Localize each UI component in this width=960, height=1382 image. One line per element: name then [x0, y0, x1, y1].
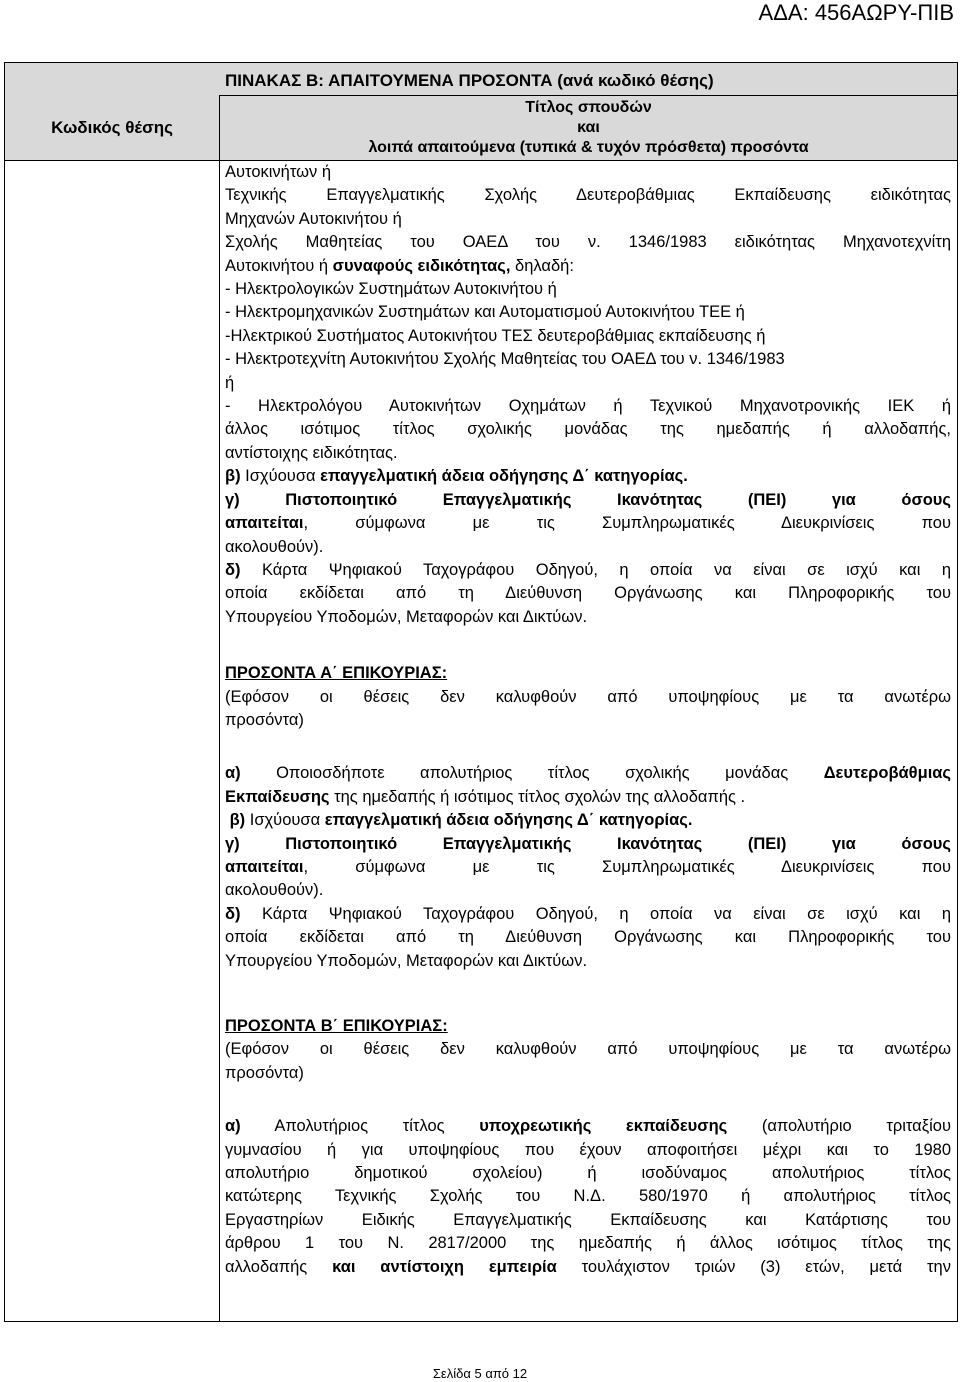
label: α)	[225, 764, 241, 783]
main-line: - Ηλεκτρομηχανικών Συστημάτων και Αυτοματισμού Αυτοκινήτου ΤΕΕ ή	[225, 303, 745, 322]
code-cell	[5, 161, 220, 1322]
requirements-table	[4, 62, 958, 1322]
main-b-line	[225, 465, 951, 488]
text: Κάρτα Ψηφιακού Ταχογράφου Οδηγού, η οποία να είναι σε ισχύ και η	[240, 560, 951, 579]
text: της ημεδαπής ή ισότιμος τίτλος σχολών της αλλοδαπής .	[329, 787, 746, 806]
label: δ)	[225, 560, 241, 579]
main-g-line: ακολουθούν).	[225, 537, 324, 556]
main-d-line: οποία εκδίδεται από τη Διεύθυνση Οργάνωσης και Πληροφορικής του	[225, 584, 951, 603]
text: Κάρτα Ψηφιακού Ταχογράφου Οδηγού, η οποία να είναι σε ισχύ και η	[240, 904, 951, 923]
text: , σύμφωνα με τις Συμπληρωματικές Διευκρινίσεις που	[303, 857, 951, 876]
section-b-line: κατώτερης Τεχνικής Σχολής του Ν.Δ. 580/1970 ή απολυτήριος τίτλος	[225, 1187, 951, 1206]
table-title-row	[5, 63, 958, 96]
bold-text: Δευτεροβάθμιας	[823, 764, 951, 783]
section-b-line	[225, 1115, 951, 1138]
section-a-g-line: ακολουθούν).	[225, 881, 324, 900]
section-a-d-line: οποία εκδίδεται από τη Διεύθυνση Οργάνωσης και Πληροφορικής του	[225, 928, 951, 947]
ada-code: ΑΔΑ: 456ΑΩΡΥ-ΠΙΒ	[758, 0, 954, 25]
bold-text: υποχρεωτικής εκπαίδευσης	[479, 1117, 728, 1136]
section-b-line: Εργαστηρίων Ειδικής Επαγγελματικής Εκπαίδευσης και Κατάρτισης του	[225, 1210, 951, 1229]
bold-text: επαγγελματική άδεια οδήγησης Δ΄ κατηγορίας.	[320, 467, 688, 486]
section-b-line	[225, 1256, 951, 1279]
requirements-cell	[220, 161, 958, 1322]
section-b-line: γυμνασίου ή για υποψηφίους που έχουν αποφοιτήσει μέχρι και το 1980	[225, 1140, 951, 1159]
main-line: Σχολής Μαθητείας του ΟΑΕΔ του ν. 1346/1983 ειδικότητας Μηχανοτεχνίτη	[225, 233, 951, 252]
main-g-line	[225, 489, 951, 512]
text: αλλοδαπής	[225, 1257, 333, 1276]
section-a-sub: προσόντα)	[225, 710, 304, 729]
main-line: ή	[225, 373, 235, 392]
bold-text: Εκπαίδευσης	[225, 787, 330, 806]
main-line: Τεχνικής Επαγγελματικής Σχολής Δευτεροβάθμιας Εκπαίδευσης ειδικότητας	[225, 186, 951, 205]
section-a-heading: ΠΡΟΣΟΝΤΑ Α΄ ΕΠΙΚΟΥΡΙΑΣ:	[225, 664, 448, 683]
main-line: αντίστοιχης ειδικότητας.	[225, 443, 398, 462]
page-footer: Σελίδα 5 από 12	[432, 1366, 528, 1381]
main-line: Αυτοκινήτων ή	[225, 163, 332, 181]
section-b-heading: ΠΡΟΣΟΝΤΑ Β΄ ΕΠΙΚΟΥΡΙΑΣ:	[225, 1017, 448, 1035]
text: Ισχύουσα	[240, 467, 321, 486]
bold-text: συναφούς ειδικότητας,	[332, 256, 511, 275]
column-header-title-line1: Τίτλος σπουδών	[525, 99, 652, 116]
column-header-code: Κωδικός θέσης	[5, 96, 220, 161]
main-line	[225, 255, 951, 278]
column-header-title	[220, 96, 958, 161]
section-a-g-line	[225, 856, 951, 879]
section-b-sub: προσόντα)	[225, 1063, 304, 1082]
main-line: -Ηλεκτρικού Συστήματος Αυτοκινήτου ΤΕΣ δευτεροβάθμιας εκπαίδευσης ή	[225, 326, 766, 345]
section-b-line: άρθρου 1 του Ν. 2817/2000 της ημεδαπής ή άλλος ισότιμος τίτλος της	[225, 1234, 951, 1253]
label: β)	[229, 811, 246, 830]
column-header-title-line2: και	[577, 119, 600, 136]
column-header-title-line3: λοιπά απαιτούμενα (τυπικά & τυχόν πρόσθετα) προσόντα	[368, 139, 809, 156]
text: Απολυτήριος τίτλος	[240, 1117, 480, 1136]
section-a-g-line	[225, 833, 951, 856]
section-b-sub: (Εφόσον οι θέσεις δεν καλυφθούν από υποψηφίους με τα ανωτέρω	[225, 1040, 951, 1059]
bold-text: γ) Πιστοποιητικό Επαγγελματικής Ικανότητας (ΠΕΙ) για όσους	[225, 490, 951, 509]
section-b-line: απολυτήριο δημοτικού σχολείου) ή ισοδύναμος απολυτήριος τίτλος	[225, 1164, 951, 1183]
bold-text: και αντίστοιχη εμπειρία	[332, 1257, 557, 1276]
section-a-line	[225, 786, 951, 809]
text: (απολυτήριο τριταξίου	[727, 1117, 951, 1136]
main-line: άλλος ισότιμος τίτλος σχολικής μονάδας της ημεδαπής ή αλλοδαπής,	[225, 420, 951, 439]
section-a-d-line	[225, 903, 951, 926]
text: , σύμφωνα με τις Συμπληρωματικές Διευκρινίσεις που	[303, 514, 951, 533]
table-body-row	[5, 161, 958, 1322]
label: β)	[225, 467, 241, 486]
table-title: ΠΙΝΑΚΑΣ Β: ΑΠΑΙΤΟΥΜΕΝΑ ΠΡΟΣΟΝΤΑ (ανά κωδικό θέσης)	[5, 63, 958, 96]
text: Αυτοκινήτου ή	[225, 256, 333, 275]
section-a-b-line	[225, 809, 951, 832]
main-d-line	[225, 559, 951, 582]
bold-text: γ) Πιστοποιητικό Επαγγελματικής Ικανότητας (ΠΕΙ) για όσους	[225, 834, 951, 853]
main-line: Μηχανών Αυτοκινήτου ή	[225, 209, 402, 228]
text: δηλαδή:	[510, 256, 574, 275]
section-a-line	[225, 762, 951, 785]
bold-text: απαιτείται	[225, 514, 304, 533]
text: τουλάχιστον τριών (3) ετών, μετά την	[556, 1257, 951, 1276]
main-g-line	[225, 512, 951, 535]
bold-text: απαιτείται	[225, 857, 304, 876]
main-line: - Ηλεκτροτεχνίτη Αυτοκινήτου Σχολής Μαθητείας του ΟΑΕΔ του ν. 1346/1983	[225, 350, 785, 369]
text: Οποιοσδήποτε απολυτήριος τίτλος σχολικής μονάδας	[240, 764, 824, 783]
bold-text: επαγγελματική άδεια οδήγησης Δ΄ κατηγορίας.	[324, 811, 693, 830]
table-header-row	[5, 96, 958, 161]
section-a-sub: (Εφόσον οι θέσεις δεν καλυφθούν από υποψηφίους με τα ανωτέρω	[225, 687, 951, 706]
text: Ισχύουσα	[245, 811, 325, 830]
label: δ)	[225, 904, 241, 923]
main-line: - Ηλεκτρολόγου Αυτοκινήτων Οχημάτων ή Τεχνικού Μηχανοτρονικής ΙΕΚ ή	[225, 397, 951, 416]
section-a-d-line: Υπουργείου Υποδομών, Μεταφορών και Δικτύων.	[225, 951, 588, 970]
main-line: - Ηλεκτρολογικών Συστημάτων Αυτοκινήτου ή	[225, 280, 557, 299]
label: α)	[225, 1117, 241, 1136]
main-d-line: Υπουργείου Υποδομών, Μεταφορών και Δικτύων.	[225, 607, 588, 626]
